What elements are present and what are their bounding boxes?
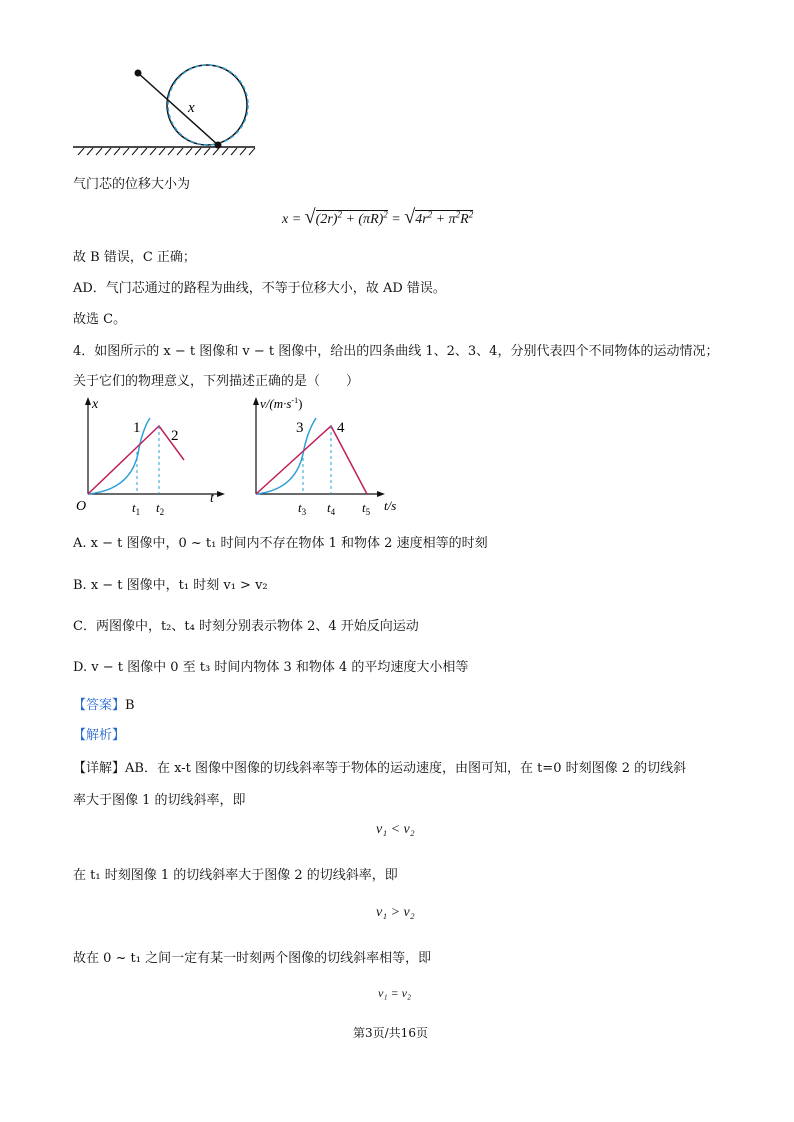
xt-curve-1-label: 1 — [133, 420, 141, 436]
q4-stem-line2: 关于它们的物理意义，下列描述正确的是（ ） — [73, 374, 360, 389]
detail-line4: 故在 0 ~ t₁ 之间一定有某一时刻两个图像的切线斜率相等，即 — [73, 951, 432, 966]
analysis-label: 【解析】 — [73, 728, 126, 743]
option-c: C．两图像中，t₂、t₄ 时刻分别表示物体 2、4 开始反向运动 — [73, 619, 419, 634]
valve-point-start — [135, 70, 142, 77]
xt-curve-2-label: 2 — [171, 428, 179, 444]
xt-tick-t1: $t_1$ — [132, 500, 141, 517]
answer-value: B — [125, 698, 135, 713]
choose-c-text: 故选 C。 — [73, 312, 127, 327]
vt-curve-4 — [256, 426, 367, 494]
vt-y-label: $v/(m\cdot s^{-1})$ — [260, 396, 303, 411]
detail-line2: 率大于图像 1 的切线斜率，即 — [73, 793, 246, 808]
vt-tick-t3: $t_3$ — [298, 500, 307, 517]
xt-origin: O — [76, 499, 87, 514]
vt-x-arrow — [377, 491, 385, 497]
detail-label: 【详解】 — [73, 761, 126, 776]
q4-stem-line1: 4．如图所示的 x − t 图像和 v − t 图像中，给出的四条曲线 1、2、3、4，分别代表四个不同物体的运动情况； — [73, 344, 719, 359]
vt-x-label: t/s — [384, 498, 397, 513]
b-wrong-text: 故 B 错误，C 正确； — [73, 250, 196, 265]
vt-tick-t4: $t_4$ — [327, 500, 336, 517]
answer-label: 【答案】 — [73, 698, 126, 713]
xt-x-label: t — [210, 491, 214, 506]
detail-eq2: v₁ > v₂ — [376, 905, 415, 920]
vt-curve-3-label: 3 — [296, 420, 304, 436]
detail-line1-text: AB．在 x-t 图像中图像的切线斜率等于物体的运动速度，由图可知，在 t=0 时刻图像 2 的切线斜 — [125, 761, 687, 776]
xt-x-arrow — [217, 491, 225, 497]
detail-line1 — [73, 757, 686, 776]
option-b: B. x − t 图像中，t₁ 时刻 v₁ > v₂ — [73, 578, 268, 593]
xt-curve-1 — [88, 418, 150, 494]
displacement-line — [138, 73, 218, 145]
displacement-intro: 气门芯的位移大小为 — [73, 177, 191, 192]
page-footer: 第3页/共16页 — [353, 1026, 428, 1040]
detail-eq1: v₁ < v₂ — [376, 822, 415, 837]
wheel-circle-dashed — [168, 65, 248, 145]
xt-tick-t2: $t_2$ — [156, 500, 165, 517]
ground-hatch — [78, 148, 255, 155]
xt-graph — [72, 394, 232, 520]
vt-curve-3 — [256, 418, 316, 494]
answer-line — [73, 694, 135, 713]
xt-y-arrow — [85, 397, 91, 405]
vt-tick-t5: $t_5$ — [362, 500, 371, 517]
vt-y-arrow — [253, 397, 259, 405]
option-d: D. v − t 图像中 0 至 t₃ 时间内物体 3 和物体 4 的平均速度大小相等 — [73, 660, 469, 675]
ad-text: AD．气门芯通过的路程为曲线，不等于位移大小，故 AD 错误。 — [73, 281, 446, 296]
wheel-figure — [70, 60, 270, 160]
displacement-label: x — [188, 100, 195, 116]
detail-eq3: v₁ = v₂ — [378, 986, 412, 1000]
option-a: A. x − t 图像中，0 ~ t₁ 时间内不存在物体 1 和物体 2 速度相等的时刻 — [73, 536, 488, 551]
displacement-equation: $x = √(2r)^2 + (\pi R)^2 = √4r^2 + \pi^2R^2$ — [282, 206, 474, 228]
xt-y-label: x — [92, 397, 99, 412]
vt-graph — [240, 394, 410, 520]
vt-curve-4-label: 4 — [337, 420, 345, 436]
detail-line3: 在 t₁ 时刻图像 1 的切线斜率大于图像 2 的切线斜率，即 — [73, 868, 398, 883]
